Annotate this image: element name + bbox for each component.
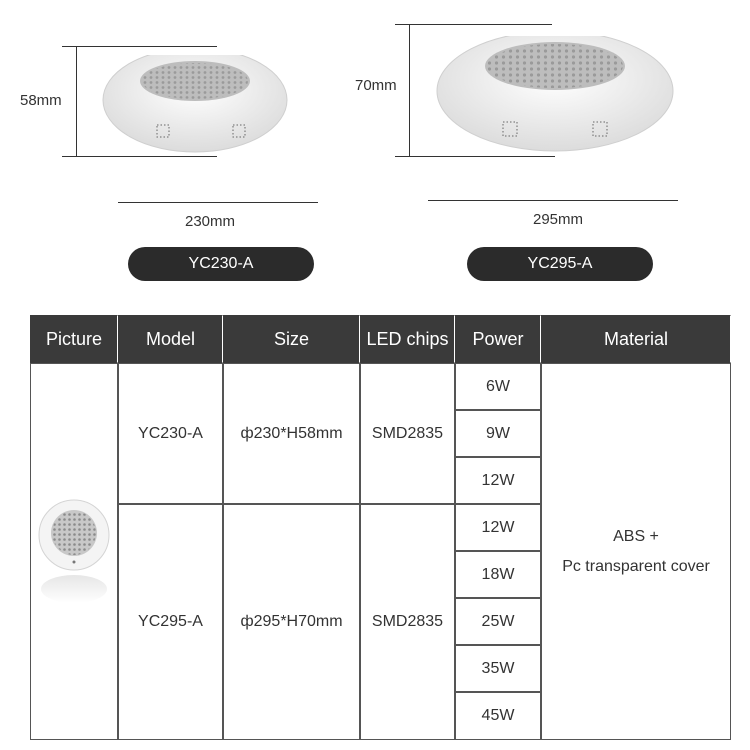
header-led-chips: LED chips (360, 315, 455, 363)
width-label: 295mm (533, 211, 584, 228)
pool-light-image (100, 55, 290, 155)
power-cell: 6W (455, 363, 541, 410)
material-line-1: ABS + (613, 527, 659, 545)
power-cell: 35W (455, 645, 541, 692)
spec-table (30, 315, 731, 740)
power-cell: 25W (455, 598, 541, 645)
dim-line-top (395, 24, 552, 25)
height-label: 58mm (20, 92, 62, 109)
led-chips-cell: SMD2835 (360, 363, 455, 504)
model-cell: YC295-A (118, 504, 223, 740)
dim-arrow-vertical (76, 46, 77, 156)
dim-line-bottom (395, 156, 555, 157)
model-badge: YC230-A (128, 247, 314, 281)
size-cell: ф295*H70mm (223, 504, 360, 740)
led-chips-cell: SMD2835 (360, 504, 455, 740)
model-badge: YC295-A (467, 247, 653, 281)
dim-line-width (118, 202, 318, 203)
width-label: 230mm (185, 213, 236, 230)
material-line-2: Pc transparent cover (562, 557, 710, 575)
header-size: Size (223, 315, 360, 363)
dim-arrow-vertical (409, 24, 410, 156)
header-material: Material (541, 315, 731, 363)
dim-line-bottom (62, 156, 217, 157)
power-cell: 45W (455, 692, 541, 740)
power-cell: 12W (455, 457, 541, 504)
header-model: Model (118, 315, 223, 363)
picture-cell (30, 363, 118, 740)
header-power: Power (455, 315, 541, 363)
dim-line-top (62, 46, 217, 47)
power-cell: 18W (455, 551, 541, 598)
height-label: 70mm (355, 77, 397, 94)
pool-light-image (430, 36, 680, 156)
size-cell: ф230*H58mm (223, 363, 360, 504)
power-cell: 9W (455, 410, 541, 457)
dim-line-width (428, 200, 678, 201)
model-cell: YC230-A (118, 363, 223, 504)
material-cell (541, 363, 731, 740)
header-picture: Picture (30, 315, 118, 363)
pool-light-front-image (37, 497, 111, 607)
power-cell: 12W (455, 504, 541, 551)
